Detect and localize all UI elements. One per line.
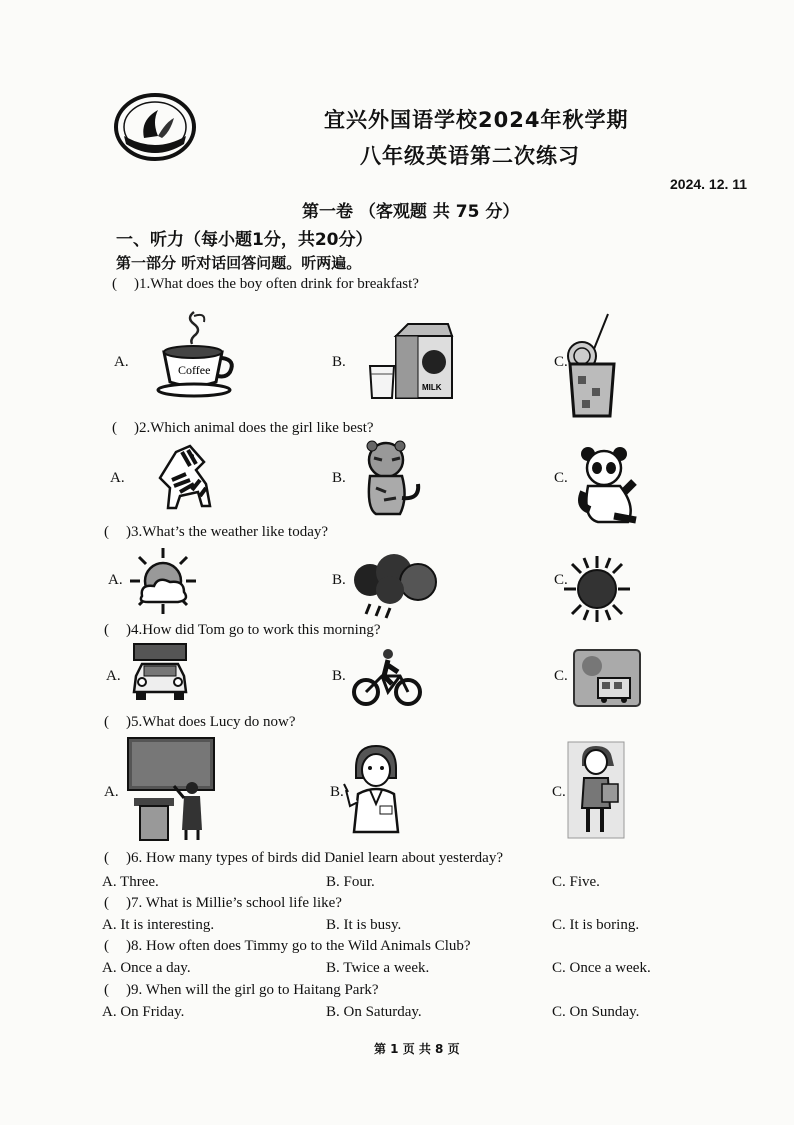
question-text: Which animal does the girl like best? <box>150 420 374 436</box>
question-8 <box>104 938 471 955</box>
question-text: What’s the weather like today? <box>142 524 329 540</box>
answer-blank-close: ) <box>126 850 131 866</box>
answer-blank[interactable]: ( <box>112 420 117 436</box>
answer-option[interactable]: C. Once a week. <box>552 960 651 976</box>
option-letter: B. <box>332 668 346 684</box>
image-caption: MILK <box>422 383 442 392</box>
rain-cloud-icon <box>350 552 440 627</box>
part-instruction: 第一部分 听对话回答问题。听两遍。 <box>116 254 362 272</box>
answer-blank[interactable]: ( <box>104 524 109 540</box>
question-number: 6. <box>131 850 143 866</box>
answer-option[interactable]: B. Twice a week. <box>326 960 430 976</box>
question-number: 2. <box>139 420 151 436</box>
option-letter: C. <box>554 470 568 486</box>
answer-blank-close: ) <box>126 982 131 998</box>
option-letter: B. <box>332 354 346 370</box>
answer-blank-close: ) <box>134 276 139 292</box>
answer-option[interactable]: A. On Friday. <box>102 1004 185 1020</box>
answer-option[interactable]: A. Three. <box>102 874 159 890</box>
zebra-icon <box>146 444 226 519</box>
sun-cloud-icon <box>128 546 198 621</box>
student-icon <box>566 740 626 845</box>
question-number: 7. <box>131 895 143 911</box>
answer-blank[interactable]: ( <box>104 714 109 730</box>
question-6 <box>104 850 503 867</box>
question-4 <box>104 622 381 639</box>
answer-option[interactable]: B. It is busy. <box>326 917 402 933</box>
question-5 <box>104 714 296 731</box>
teacher-blackboard-icon <box>126 736 218 847</box>
option-letter: A. <box>104 784 119 800</box>
exam-date: 2024. 12. 11 <box>670 176 748 192</box>
option-letter: C. <box>554 572 568 588</box>
option-letter: A. <box>108 572 123 588</box>
option-letter: B. <box>332 572 346 588</box>
answer-blank-close: ) <box>126 524 131 540</box>
option-letter: A. <box>106 668 121 684</box>
doctor-icon <box>340 744 406 839</box>
question-text: How did Tom go to work this morning? <box>142 622 381 638</box>
option-letter: C. <box>554 354 568 370</box>
answer-option[interactable]: C. It is boring. <box>552 917 640 933</box>
question-1 <box>112 276 419 293</box>
question-2 <box>112 420 374 437</box>
question-text: How many types of birds did Daniel learn about yesterday? <box>146 850 503 866</box>
bus-icon <box>572 648 642 713</box>
option-letter: B. <box>330 784 344 800</box>
answer-blank[interactable]: ( <box>104 850 109 866</box>
question-number: 9. <box>131 982 143 998</box>
question-text: What does the boy often drink for breakfast? <box>150 276 419 292</box>
answer-blank[interactable]: ( <box>112 276 117 292</box>
answer-option[interactable]: C. Five. <box>552 874 600 890</box>
answer-blank[interactable]: ( <box>104 622 109 638</box>
question-text: What does Lucy do now? <box>142 714 296 730</box>
volume-title: 第一卷 （客观题 共 75 分） <box>302 202 520 222</box>
coffee-cup-icon <box>156 308 236 403</box>
answer-blank-close: ) <box>134 420 139 436</box>
option-letter: C. <box>554 668 568 684</box>
school-logo <box>114 92 196 162</box>
option-letter: A. <box>114 354 129 370</box>
answer-option[interactable]: A. It is interesting. <box>102 917 215 933</box>
answer-blank[interactable]: ( <box>104 938 109 954</box>
option-letter: B. <box>332 470 346 486</box>
question-9 <box>104 982 379 999</box>
question-number: 1. <box>139 276 151 292</box>
answer-blank-close: ) <box>126 895 131 911</box>
answer-option[interactable]: C. On Sunday. <box>552 1004 640 1020</box>
panda-icon <box>574 446 644 531</box>
tiger-icon <box>356 438 426 523</box>
answer-blank-close: ) <box>126 714 131 730</box>
question-7 <box>104 895 342 912</box>
orange-juice-icon <box>560 310 630 425</box>
exam-title: 八年级英语第二次练习 <box>360 144 580 168</box>
image-caption: Coffee <box>178 363 211 377</box>
question-3 <box>104 524 328 541</box>
question-text: When will the girl go to Haitang Park? <box>145 982 379 998</box>
sun-icon <box>562 554 632 629</box>
answer-option[interactable]: B. On Saturday. <box>326 1004 422 1020</box>
answer-blank-close: ) <box>126 622 131 638</box>
question-number: 8. <box>131 938 143 954</box>
milk-carton-icon <box>366 322 456 407</box>
school-title: 宜兴外国语学校2024年秋学期 <box>324 108 629 132</box>
bicycle-icon <box>352 648 422 713</box>
answer-option[interactable]: B. Four. <box>326 874 375 890</box>
question-number: 5. <box>131 714 143 730</box>
car-icon <box>130 642 190 707</box>
section-title: 一、听力（每小题1分，共20分） <box>116 230 373 250</box>
answer-blank-close: ) <box>126 938 131 954</box>
option-letter: C. <box>552 784 566 800</box>
answer-blank[interactable]: ( <box>104 895 109 911</box>
question-text: How often does Timmy go to the Wild Animals Club? <box>146 938 471 954</box>
page-footer: 第 1 页 共 8 页 <box>374 1042 460 1056</box>
answer-blank[interactable]: ( <box>104 982 109 998</box>
question-number: 4. <box>131 622 143 638</box>
question-text: What is Millie’s school life like? <box>145 895 342 911</box>
question-number: 3. <box>131 524 143 540</box>
option-letter: A. <box>110 470 125 486</box>
answer-option[interactable]: A. Once a day. <box>102 960 191 976</box>
